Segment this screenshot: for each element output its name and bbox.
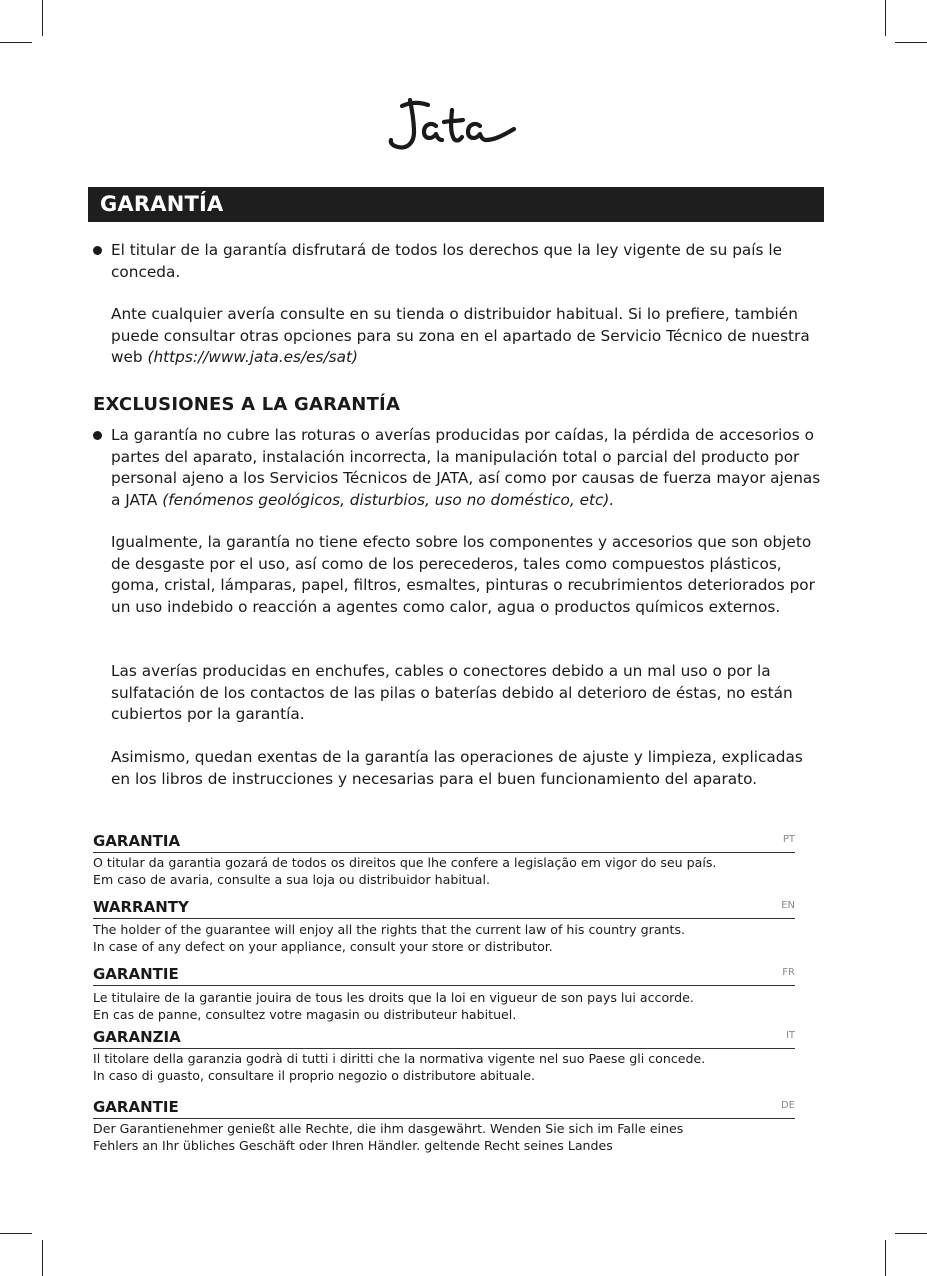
crop-mark — [885, 0, 886, 36]
lang-header-pt — [93, 832, 795, 853]
garantia-section — [93, 240, 823, 370]
lang-header-de — [93, 1098, 795, 1119]
crop-mark — [42, 0, 43, 36]
lang-code: IT — [785, 1030, 795, 1041]
lang-title: GARANTIE — [93, 965, 179, 983]
lang-body-en — [93, 921, 813, 956]
lang-line: Der Garantienehmer genießt alle Rechte, die ihm dasgewährt. Wenden Sie sich im Falle eines — [93, 1121, 684, 1136]
lang-line: Fehlers an Ihr übliches Geschäft oder Ihren Händler. geltende Recht seines Landes — [93, 1138, 613, 1154]
lang-body-pt — [93, 854, 813, 889]
exclusiones-title: EXCLUSIONES A LA GARANTÍA — [93, 394, 401, 415]
lang-title: GARANTIE — [93, 1098, 179, 1116]
crop-mark — [895, 1233, 927, 1234]
lang-title: GARANTIA — [93, 832, 181, 850]
lang-line: O titular da garantia gozará de todos os direitos que lhe confere a legislação em vigor do seu país. — [93, 855, 717, 870]
garantia-paragraph-2 — [111, 304, 823, 369]
lang-code: PT — [782, 834, 795, 845]
exclusiones-paragraph-2: Igualmente, la garantía no tiene efecto sobre los componentes y accesorios que son objeto de desgaste por el uso, así como de los perecederos, tales como compuestos plásticos, goma, cristal, lámparas, papel, filtros, esmaltes, pinturas o recubrimientos deteriorados por un uso indebido o reacción a agentes como calor, agua o productos químicos externos. — [111, 533, 815, 616]
lang-line: In case of any defect on your appliance, consult your store or distributor. — [93, 939, 553, 955]
lang-title: WARRANTY — [93, 898, 189, 916]
lang-header-fr — [93, 965, 795, 986]
lang-line: In caso di guasto, consultare il proprio negozio o distributore abituale. — [93, 1068, 535, 1084]
lang-line: Il titolare della garanzia godrà di tutti i diritti che la normativa vigente nel suo Paese gli concede. — [93, 1051, 706, 1066]
lang-line: Em caso de avaria, consulte a sua loja ou distribuidor habitual. — [93, 872, 490, 888]
lang-code: EN — [781, 900, 795, 911]
crop-mark — [885, 1240, 886, 1276]
lang-body-de — [93, 1120, 813, 1155]
lang-line: Le titulaire de la garantie jouira de tous les droits que la loi en vigueur de son pays lui accorde. — [93, 990, 694, 1005]
garantia-paragraph-1: El titular de la garantía disfrutará de todos los derechos que la ley vigente de su país le conceda. — [111, 241, 783, 281]
exclusiones-paragraph-1 — [111, 425, 823, 511]
lang-header-it — [93, 1028, 795, 1049]
lang-title: GARANZIA — [93, 1028, 181, 1046]
bullet-icon — [93, 431, 102, 440]
lang-line: The holder of the guarantee will enjoy all the rights that the current law of his country grants. — [93, 922, 686, 937]
garantia-paragraph-2-text: Ante cualquier avería consulte en su tienda o distribuidor habitual. Si lo prefiere, también puede consultar otras opciones para su zona en el apartado de Servicio Técnico de nuestra web — [111, 305, 810, 366]
exclusiones-paragraph-1-italic: (fenómenos geológicos, disturbios, uso no doméstico, etc). — [162, 490, 615, 509]
lang-line: En cas de panne, consultez votre magasin ou distributeur habituel. — [93, 1007, 517, 1023]
exclusiones-paragraph-3: Las averías producidas en enchufes, cables o conectores debido a un mal uso o por la sulfatación de los contactos de las pilas o baterías debido al deterioro de éstas, no están cubiertos por la garantía. — [111, 662, 793, 723]
lang-body-fr — [93, 989, 813, 1024]
crop-mark — [0, 1233, 32, 1234]
crop-mark — [895, 42, 927, 43]
crop-mark — [42, 1240, 43, 1276]
sat-link[interactable]: (https://www.jata.es/es/sat) — [147, 348, 358, 366]
crop-mark — [0, 42, 32, 43]
jata-logo — [388, 96, 520, 152]
exclusiones-paragraph-4: Asimismo, quedan exentas de la garantía las operaciones de ajuste y limpieza, explicadas en los libros de instrucciones y necesarias para el buen funcionamiento del aparato. — [111, 748, 803, 788]
lang-body-it — [93, 1050, 813, 1085]
exclusiones-section — [93, 425, 823, 800]
lang-header-en — [93, 898, 795, 919]
page-title: GARANTÍA — [88, 187, 824, 222]
exclusiones-paragraph-1-text: La garantía no cubre las roturas o averías producidas por caídas, la pérdida de accesorios o partes del aparato, instalación incorrecta, la manipulación total o parcial del producto por personal ajeno a los Servicios Técnicos de JATA, así como por causas de fuerza mayor ajenas a JATA — [111, 426, 821, 509]
lang-code: DE — [780, 1100, 795, 1111]
bullet-icon — [93, 246, 102, 255]
lang-code: FR — [782, 967, 795, 978]
